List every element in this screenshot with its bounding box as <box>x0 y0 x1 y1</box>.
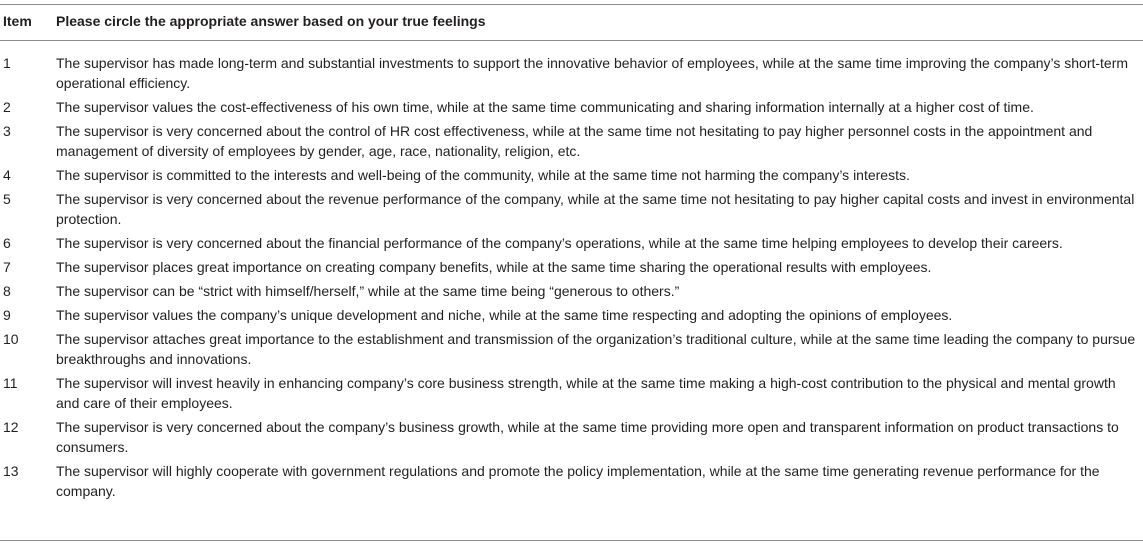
header-question: Please circle the appropriate answer based on your true feelings <box>56 13 486 29</box>
item-number: 5 <box>3 191 11 207</box>
item-statement: The supervisor can be “strict with himself/herself,” while at the same time being “generous to others.” <box>56 283 680 299</box>
table-row <box>0 165 1143 185</box>
item-number: 7 <box>3 259 11 275</box>
table-row <box>0 373 1143 413</box>
item-number: 4 <box>3 167 11 183</box>
item-number: 8 <box>3 283 11 299</box>
item-number: 1 <box>3 55 11 71</box>
table-row <box>0 305 1143 325</box>
table-row <box>0 97 1143 117</box>
item-number: 9 <box>3 307 11 323</box>
item-statement: The supervisor is very concerned about the revenue performance of the company, while at the same time not hesitating to pay higher capital costs and invest in environmental protection. <box>56 191 1135 227</box>
table-top-rule <box>0 4 1143 5</box>
table-header <box>0 11 1143 35</box>
item-statement: The supervisor is very concerned about the control of HR cost effectiveness, while at the same time not hesitating to pay higher personnel costs in the appointment and management of diversity of employees by gender, age, race, nationality, religion, etc. <box>56 123 1093 159</box>
item-number: 12 <box>3 419 19 435</box>
item-number: 10 <box>3 331 19 347</box>
item-number: 2 <box>3 99 11 115</box>
table-bottom-rule <box>0 540 1143 541</box>
item-statement: The supervisor will invest heavily in enhancing company’s core business strength, while at the same time making a high-cost contribution to the physical and mental growth and care of their employees. <box>56 375 1116 411</box>
table-row <box>0 461 1143 501</box>
item-statement: The supervisor attaches great importance to the establishment and transmission of the organization’s traditional culture, while at the same time leading the company to pursue breakthroughs and innovations. <box>56 331 1136 367</box>
table-header-rule <box>0 40 1143 41</box>
header-item: Item <box>3 13 32 29</box>
item-statement: The supervisor has made long-term and substantial investments to support the innovative behavior of employees, while at the same time improving the company’s short-term operational efficiency. <box>56 55 1129 91</box>
table-row <box>0 281 1143 301</box>
item-statement: The supervisor is very concerned about the financial performance of the company’s operations, while at the same time helping employees to develop their careers. <box>56 235 1063 251</box>
item-number: 3 <box>3 123 11 139</box>
item-statement: The supervisor values the cost-effectiveness of his own time, while at the same time communicating and sharing information internally at a higher cost of time. <box>56 99 1034 115</box>
table-row <box>0 257 1143 277</box>
item-statement: The supervisor is very concerned about the company’s business growth, while at the same time providing more open and transparent information on product transactions to consumers. <box>56 419 1119 455</box>
item-statement: The supervisor values the company’s unique development and niche, while at the same time respecting and adopting the opinions of employees. <box>56 307 953 323</box>
item-number: 11 <box>3 375 18 391</box>
item-statement: The supervisor places great importance on creating company benefits, while at the same time sharing the operational results with employees. <box>56 259 932 275</box>
table-body <box>0 53 1143 505</box>
table-row <box>0 233 1143 253</box>
table-row <box>0 189 1143 229</box>
item-number: 6 <box>3 235 11 251</box>
item-statement: The supervisor will highly cooperate with government regulations and promote the policy implementation, while at the same time generating revenue performance for the company. <box>56 463 1100 499</box>
table-row <box>0 53 1143 93</box>
table-row <box>0 417 1143 457</box>
item-statement: The supervisor is committed to the interests and well-being of the community, while at the same time not harming the company’s interests. <box>56 167 910 183</box>
table-row <box>0 329 1143 369</box>
item-number: 13 <box>3 463 19 479</box>
table-row <box>0 121 1143 161</box>
